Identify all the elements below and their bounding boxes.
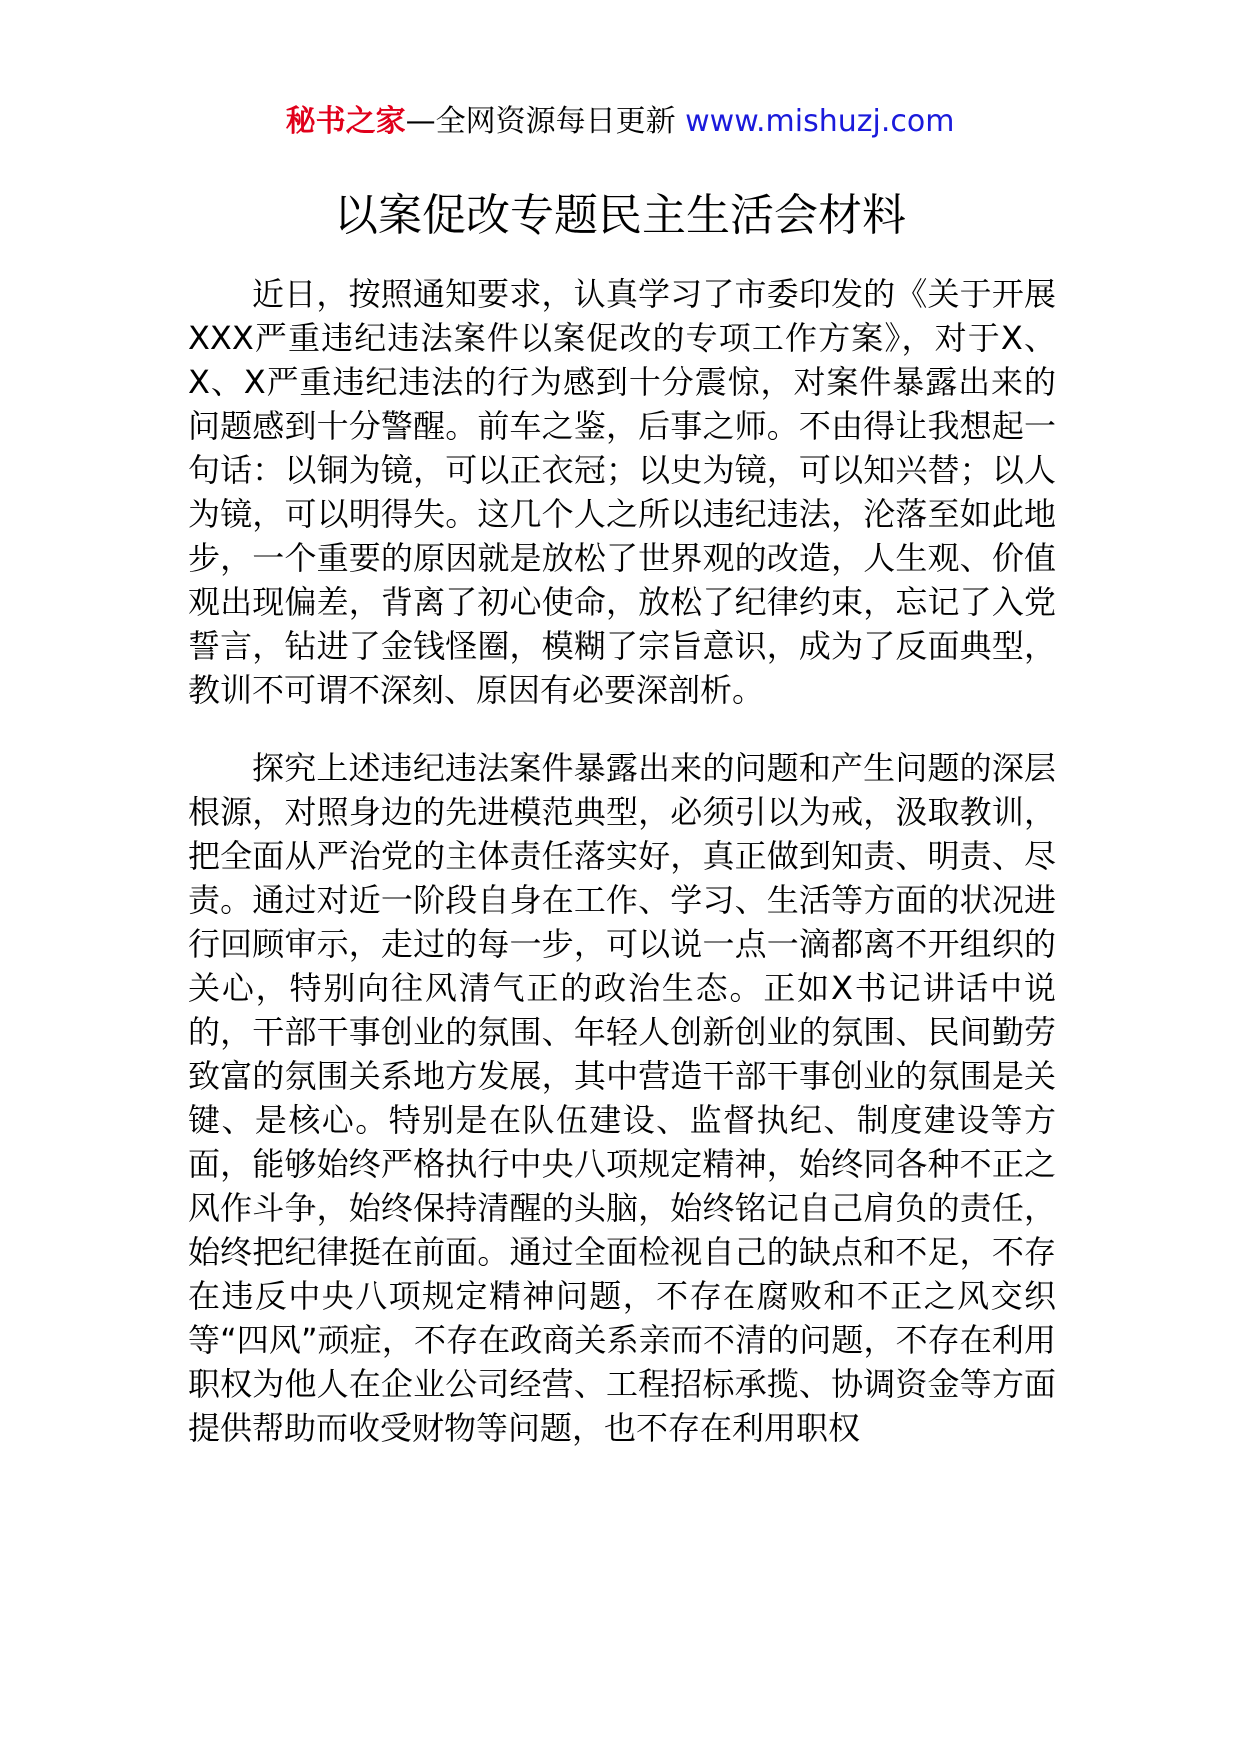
site-header <box>0 100 1240 144</box>
document-title: 以案促改专题民主生活会材料 <box>334 190 906 241</box>
site-slogan: —全网资源每日更新 <box>405 104 676 139</box>
paragraph-1: 近日，按照通知要求，认真学习了市委印发的《关于开展XXX严重违纪违法案件以案促改的专项工作方案》，对于X、X、X严重违纪违法的行为感到十分震惊，对案件暴露出来的问题感到十分警醒。前车之鉴，后事之师。不由得让我想起一句话：以铜为镜，可以正衣冠；以史为镜，可以知兴替；以人为镜，可以明得失。这几个人之所以违纪违法，沦落至如此地步，一个重要的原因就是放松了世界观的改造，人生观、价值观出现偏差，背离了初心使命，放松了纪律约束，忘记了入党誓言，钻进了金钱怪圈，模糊了宗旨意识，成为了反面典型，教训不可谓不深刻、原因有必要深剖析。 <box>188 275 1056 709</box>
site-url-link[interactable]: www.mishuzj.com <box>685 104 955 139</box>
paragraph-2: 探究上述违纪违法案件暴露出来的问题和产生问题的深层根源，对照身边的先进模范典型，必须引以为戒，汲取教训，把全面从严治党的主体责任落实好，真正做到知责、明责、尽责。通过对近一阶段自身在工作、学习、生活等方面的状况进行回顾审示，走过的每一步，可以说一点一滴都离不开组织的关心，特别向往风清气正的政治生态。正如X书记讲话中说的，干部干事创业的氛围、年轻人创新创业的氛围、民间勤劳致富的氛围关系地方发展，其中营造干部干事创业的氛围是关键、是核心。特别是在队伍建设、监督执纪、制度建设等方面，能够始终严格执行中央八项规定精神，始终同各种不正之风作斗争，始终保持清醒的头脑，始终铭记自己肩负的责任，始终把纪律挺在前面。通过全面检视自己的缺点和不足，不存在违反中央八项规定精神问题，不存在腐败和不正之风交织等“四风”顽症，不存在政商关系亲而不清的问题，不存在利用职权为他人在企业公司经营、工程招标承揽、协调资金等方面提供帮助而收受财物等问题，也不存在利用职权 <box>188 749 1056 1447</box>
document-body <box>188 272 1056 1484</box>
site-brand: 秘书之家 <box>285 104 406 139</box>
